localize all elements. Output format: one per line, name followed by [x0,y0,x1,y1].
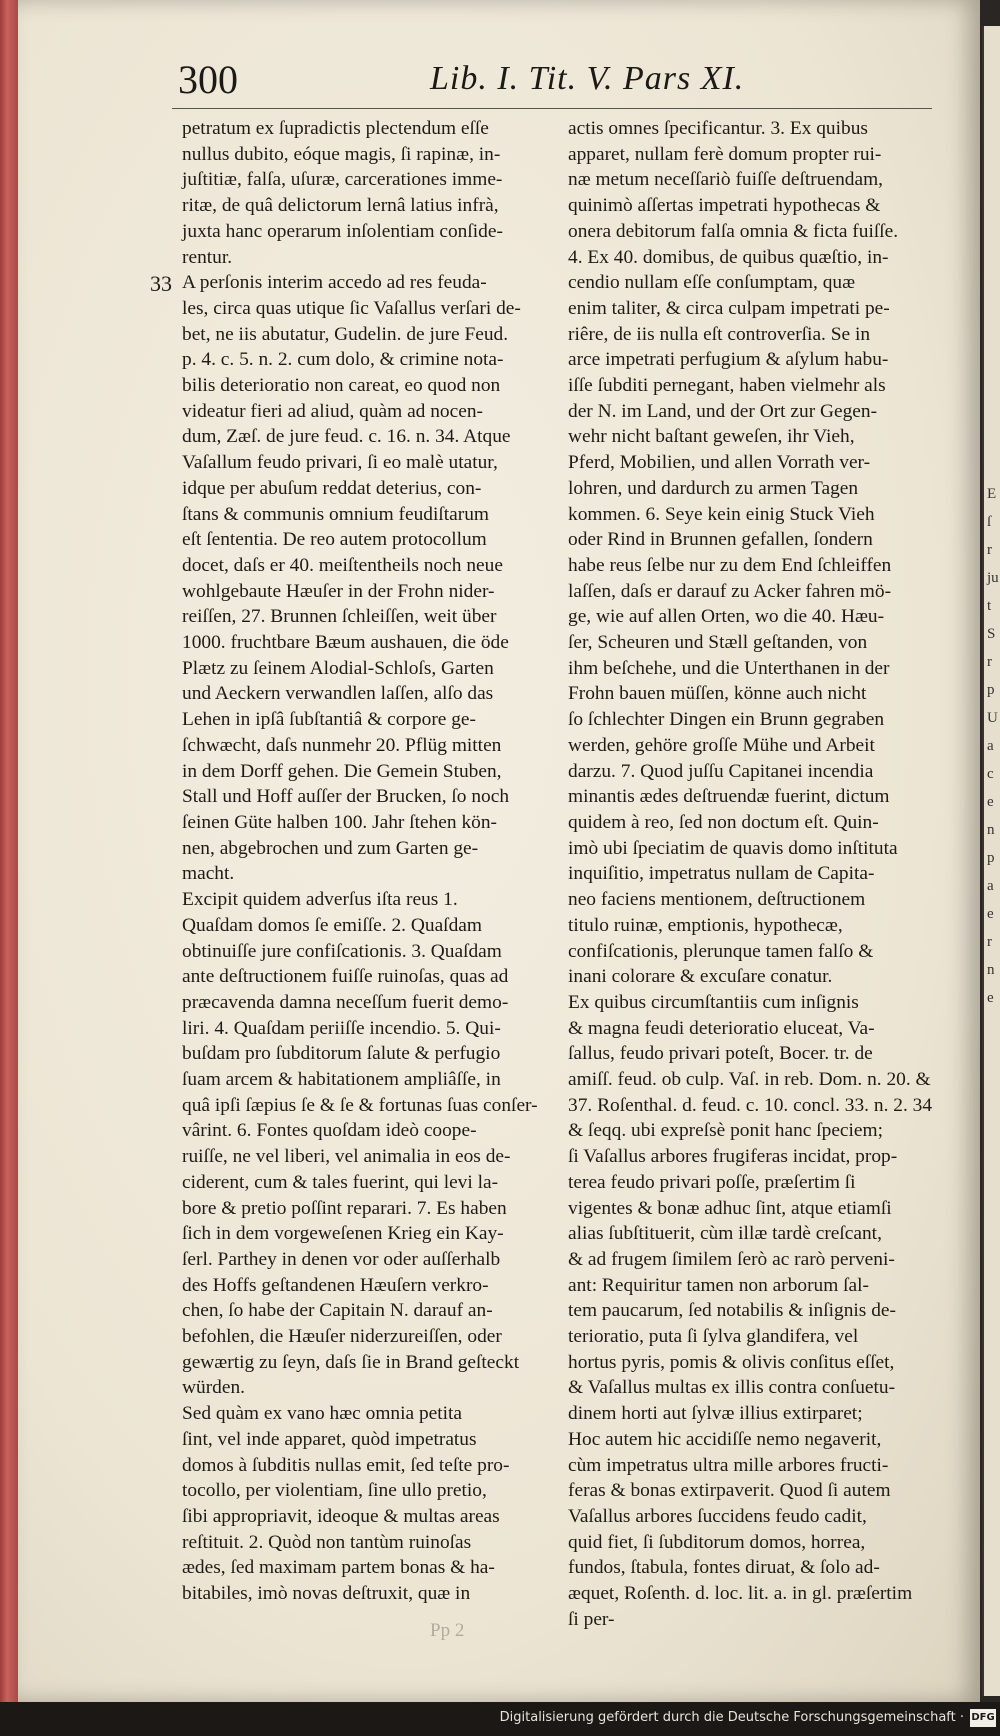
text-line: ædes, ſed maximam partem bonas & ha- [182,1557,495,1579]
text-line: minantis ædes deſtruendæ fuerint, dictum [568,786,890,808]
footer-bar [0,1702,1000,1736]
text-line: feras & bonas extirpaverit. Quod ſi autem [568,1480,891,1502]
text-line: Hoc autem hic accidiſſe nemo negaverit, [568,1428,882,1450]
text-line: lohren, und dardurch zu armen Tagen [568,477,859,499]
text-line: amiſſ. feud. ob culp. Vaſ. in reb. Dom. n. 20. & [568,1069,931,1091]
text-line: eſt ſententia. De reo autem protocollum [182,529,487,551]
text-line: idque per abuſum reddat deterius, con- [182,477,482,499]
text-line: fundos, ſtabula, fontes diruat, & ſolo ad- [568,1557,880,1579]
text-line: quidem à reo, ſed non doctum eſt. Quin- [568,811,879,833]
next-page-fragment: r [987,542,992,558]
text-line: nen, abgebrochen und zum Garten ge- [182,837,479,859]
text-line: ſi per- [568,1608,615,1630]
text-line: tocollo, per violentiam, ſine ullo pretio, [182,1480,487,1502]
text-line: inquiſitio, impetratus nullam de Capita- [568,863,875,885]
text-line: ge, wie auf allen Orten, wo die 40. Hæu- [568,606,885,628]
text-line: befohlen, die Hæuſer niderzureiſſen, oder [182,1326,502,1348]
text-line: 4. Ex 40. domibus, de quibus quæſtio, in- [568,246,889,268]
text-line: Lehen in ipſâ ſubſtantiâ & corpore ge- [182,709,476,731]
text-line: Ex quibus circumſtantiis cum inſignis [568,991,859,1013]
next-page-fragment: p [987,850,995,866]
text-line: bilis deterioratio non careat, eo quod non [182,375,501,397]
next-page-fragment: t [987,598,992,614]
text-line: terioratio, puta ſi ſylva glandifera, vel [568,1326,859,1348]
text-line: docet, daſs er 40. meiſtentheils noch neue [182,554,503,576]
header-rule [172,108,932,109]
text-line: Quaſdam domos ſe emiſſe. 2. Quaſdam [182,914,482,936]
dfg-logo-icon: DFG [970,1709,996,1727]
text-line: Sed quàm ex vano hæc omnia petita [182,1403,463,1425]
text-line: inani colorare & excuſare conatur. [568,966,833,988]
text-line: tem paucarum, ſed notabilis & inſignis de- [568,1300,896,1322]
next-page-fragment: r [987,934,992,950]
next-page-edge [982,26,1000,1696]
text-line: Pferd, Mobilien, und allen Vorrath ver- [568,452,871,474]
text-line: & Vaſallus multas ex illis contra conſuetu- [568,1377,896,1399]
page-number: 300 [178,57,238,102]
text-line: der N. im Land, und der Ort zur Gegen- [568,400,878,422]
text-line: juſtitiæ, falſa, uſuræ, carcerationes imme- [182,169,503,191]
signature-mark: Pp 2 [430,1620,465,1641]
next-page-fragment: e [987,990,994,1006]
text-line: præcavenda damna neceſſum fuerit demo- [182,991,509,1013]
text-line: bet, ne iis abutatur, Gudelin. de jure Feud. [182,323,509,345]
next-page-fragment: E [987,486,997,502]
text-line: ſuam arcem & habitationem ampliâſſe, in [182,1069,501,1091]
next-page-fragment: e [987,794,994,810]
text-line: des Hoffs geſtandenen Hæuſern verkro- [182,1274,489,1296]
text-line: liri. 4. Quaſdam periiſſe incendio. 5. Qui- [182,1017,501,1039]
text-line: dum, Zæſ. de jure feud. c. 16. n. 34. Atque [182,426,511,448]
text-line: Vaſallum feudo privari, ſi eo malè utatur, [182,452,498,474]
text-line: & ſeqq. ubi expreſsè ponit hanc ſpeciem; [568,1120,884,1142]
next-page-fragment: r [987,654,992,670]
left-text-column [182,116,560,1607]
text-line: ſibi appropriavit, ideoque & multas areas [182,1505,500,1527]
text-line: imò ubi ſpeciatim de quavis domo inſtituta [568,837,898,859]
text-line: quinimò aſſertas impetrati hypothecas & [568,195,881,217]
text-line: ſo ſchlechter Dingen ein Brunn gegraben [568,709,885,731]
text-line: ſerl. Parthey in denen vor oder auſſerhalb [182,1248,501,1270]
text-line: petratum ex ſupradictis plectendum eſſe [182,118,489,139]
text-line: & ad frugem ſimilem ſerò ac rarò perveni- [568,1248,895,1270]
text-line: wohlgebaute Hæuſer in der Frohn nider- [182,580,495,602]
next-page-fragment: c [987,766,994,782]
text-line: æquet, Roſenth. d. loc. lit. a. in gl. præſertim [568,1583,913,1605]
text-line: p. 4. c. 5. n. 2. cum dolo, & crimine nota- [182,349,504,371]
text-line: wehr nicht baſtant geweſen, ihr Vieh, [568,426,855,448]
text-line: næ metum neceſſariò fuiſſe deſtruendam, [568,169,883,191]
text-line: reſtituit. 2. Quòd non tantùm ruinoſas [182,1531,472,1553]
text-line: ſich in dem vorgeweſenen Krieg ein Kay- [182,1223,504,1245]
text-line: ſint, vel inde apparet, quòd impetratus [182,1428,477,1450]
next-page-fragment: e [987,906,994,922]
text-line: onera debitorum falſa omnia & ficta fuiſſe. [568,220,899,242]
text-line: ſeinen Güte halben 100. Jahr ſtehen kön- [182,811,498,833]
text-line: ſallus, feudo privari poteſt, Bocer. tr. de [568,1043,873,1065]
text-line: nullus dubito, eóque magis, ſi rapinæ, in- [182,143,501,165]
text-line: apparet, nullam ferè domum propter rui- [568,143,882,165]
text-line: quid fiet, ſi ſubditorum domos, horrea, [568,1531,866,1553]
text-line: obtinuiſſe jure confiſcationis. 3. Quaſdam [182,940,502,962]
next-page-fragment: a [987,738,994,754]
text-line: würden. [182,1377,246,1399]
text-line: Plætz zu ſeinem Alodial-Schloſs, Garten [182,657,494,679]
text-line: ſi Vaſallus arbores frugiferas incidat, prop- [568,1146,898,1168]
text-line: quâ ipſi ſæpius ſe & ſe & fortunas ſuas conſer- [182,1094,538,1116]
text-line: arce impetrati perfugium & aſylum habu- [568,349,889,371]
text-line: ihm beſchehe, und die Unterthanen in der [568,657,890,679]
book-edge [0,0,18,1736]
text-line: reiſſen, 27. Brunnen ſchleiſſen, weit über [182,606,497,628]
text-line: ruiſſe, ne vel liberi, vel animalia in eos de- [182,1146,511,1168]
text-line: oder Rind in Brunnen gefallen, ſondern [568,529,873,551]
running-title: Lib. I. Tit. V. Pars XI. [430,60,745,97]
text-line: vigentes & bonæ adhuc ſint, atque etiamſi [568,1197,892,1219]
text-line: A perſonis interim accedo ad res feuda- [182,272,487,294]
text-line: enim taliter, & circa culpam impetrati pe- [568,297,890,319]
text-line: rentur. [182,246,233,268]
text-line: habe reus ſelbe nur zu dem End ſchleiffen [568,554,892,576]
text-line: ſtans & communis omnium feudiſtarum [182,503,489,525]
text-line: bitabiles, imò novas deſtruxit, quæ in [182,1583,471,1605]
right-text-column [568,116,940,1632]
text-line: Frohn bauen müſſen, könne auch nicht [568,683,867,705]
text-line: vârint. 6. Fontes quoſdam ideò coope- [182,1120,477,1142]
text-line: Stall und Hoff auſſer der Brucken, ſo noch [182,786,510,808]
text-line: riêre, de iis nulla eſt controverſia. Se in [568,323,871,345]
text-line: ſer, Scheuren und Stæll geſtanden, von [568,632,868,654]
text-line: ciderent, cum & tales fuerint, qui levi la- [182,1171,499,1193]
next-page-fragment: a [987,878,994,894]
next-page-fragment: p [987,682,995,698]
text-line: ſchwæcht, daſs nunmehr 20. Pflüg mitten [182,734,502,756]
text-line: ant: Requiritur tamen non arborum ſal- [568,1274,870,1296]
text-line: iſſe ſubditi pernegant, haben vielmehr als [568,375,886,397]
text-line: laſſen, daſs er darauf zu Acker fahren mö- [568,580,892,602]
text-line: cùm impetratus ultra mille arbores fructi- [568,1454,889,1476]
text-line: in dem Dorff gehen. Die Gemein Stuben, [182,760,502,782]
text-line: darzu. 7. Quod juſſu Capitanei incendia [568,760,874,782]
next-page-fragment: U [987,710,998,726]
text-line: actis omnes ſpecificantur. 3. Ex quibus [568,118,868,139]
next-page-fragment: n [987,822,995,838]
text-line: bore & pretio poſſint reparari. 7. Es haben [182,1197,507,1219]
text-line: confiſcationis, plerunque tamen falſo & [568,940,874,962]
text-line: Excipit quidem adverſus iſta reus 1. [182,889,458,911]
text-line: 1000. fruchtbare Bæum aushauen, die öde [182,632,509,654]
text-line: titulo ruinæ, emptionis, hypothecæ, [568,914,843,936]
text-line: 37. Roſenthal. d. feud. c. 10. concl. 33. n. 2. 34 [568,1094,933,1116]
text-line: ritæ, de quâ delictorum lernâ latius infrà, [182,195,499,217]
text-line: hortus pyris, pomis & olivis conſitus eſſet, [568,1351,895,1373]
next-page-fragment: ju [987,570,999,586]
text-line: Vaſallus arbores ſuccidens feudo cadit, [568,1505,867,1527]
text-line: kommen. 6. Seye kein einig Stuck Vieh [568,503,875,525]
text-line: terea feudo privari poſſe, præſertim ſi [568,1171,856,1193]
text-line: buſdam pro ſubditorum ſalute & perfugio [182,1043,501,1065]
text-line: ante deſtructionem fuiſſe ruinoſas, quas ad [182,966,509,988]
text-line: & magna feudi deterioratio eluceat, Va- [568,1017,875,1039]
next-page-fragment: S [987,626,996,642]
margin-section-number: 33 [150,271,172,296]
text-line: und Aeckern verwandlen laſſen, alſo das [182,683,494,705]
text-line: chen, ſo habe der Capitain N. darauf an- [182,1300,493,1322]
text-line: macht. [182,863,235,885]
text-line: domos à ſubditis nullas emit, ſed teſte pro- [182,1454,510,1476]
text-line: dinem horti aut ſylvæ illius extirparet; [568,1403,863,1425]
text-line: gewærtig zu ſeyn, daſs ſie in Brand geſteckt [182,1351,520,1373]
text-line: neo faciens mentionem, deſtructionem [568,889,866,911]
text-line: alias ſubſtituerit, cùm illæ tardè creſcant, [568,1223,882,1245]
next-page-fragment: n [987,962,995,978]
text-line: werden, gehöre groſſe Mühe und Arbeit [568,734,875,756]
next-page-fragment: ſ [987,514,992,530]
text-line: les, circa quas utique ſic Vaſallus verſari de- [182,297,521,319]
text-line: videatur fieri ad aliud, quàm ad nocen- [182,400,483,422]
text-line: cendio nullam eſſe conſumptam, quæ [568,272,856,294]
text-line: juxta hanc operarum inſolentiam conſide- [182,220,503,242]
footer-credit: Digitalisierung gefördert durch die Deutsche Forschungsgemeinschaft · [499,1710,964,1725]
